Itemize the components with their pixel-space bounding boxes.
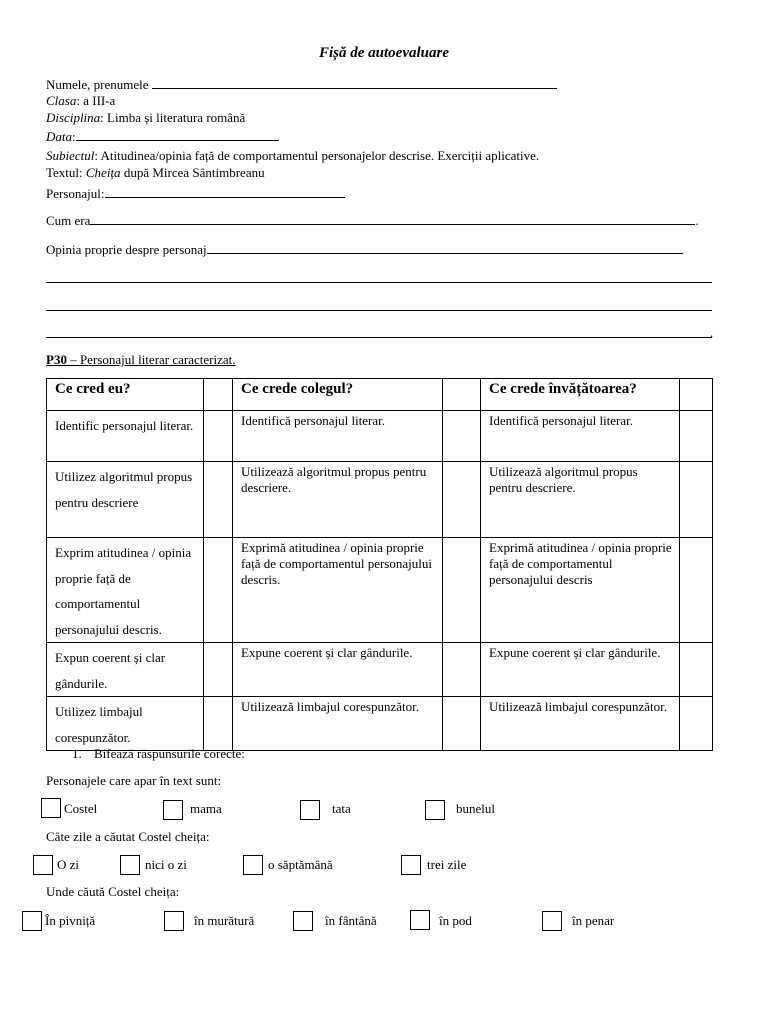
discipline-label: Disciplina: [46, 110, 101, 125]
opinion-line-3[interactable]: [46, 310, 712, 311]
table-row: [47, 462, 713, 538]
self-criterion: Utilizez limbajul corespunzător.: [47, 697, 204, 751]
peer-criterion: Identifică personajul literar.: [233, 411, 443, 462]
checkbox-cell[interactable]: [204, 379, 233, 411]
subject-field: Subiectul: Atitudinea/opinia față de comportamentul personajelor descrise. Exerciții aplicative.: [46, 148, 540, 163]
peer-criterion: Exprimă atitudinea / opinia proprie față de comportamentul personajului descris.: [233, 538, 443, 643]
peer-criterion: Utilizează algoritmul propus pentru descriere.: [233, 462, 443, 538]
option-label: În pivniță: [45, 913, 96, 928]
option-label: mama: [190, 801, 222, 816]
character-blank[interactable]: [105, 185, 345, 198]
checkbox-cell[interactable]: [204, 538, 233, 643]
option-label: în penar: [572, 913, 615, 928]
checkbox-cell[interactable]: [680, 411, 713, 462]
discipline-field: Disciplina: Limba și literatura română: [46, 110, 246, 125]
checkbox-in-fantana[interactable]: [293, 911, 313, 931]
option-label: tata: [332, 801, 351, 816]
option-label: trei zile: [427, 857, 467, 872]
subject-label: Subiectul: [46, 148, 95, 163]
subject-value: Atitudinea/opinia față de comportamentul personajelor descrise. Exerciții aplicative.: [98, 148, 540, 163]
checkbox-in-penar[interactable]: [542, 911, 562, 931]
table-row: [47, 538, 713, 643]
option-label: în pod: [439, 913, 472, 928]
checkbox-tata[interactable]: [300, 800, 320, 820]
peer-criterion: Utilizează limbajul corespunzător.: [233, 697, 443, 751]
class-label: Clasa: [46, 93, 77, 108]
checkbox-mama[interactable]: [163, 800, 183, 820]
checkbox-o-zi[interactable]: [33, 855, 53, 875]
how-was-label: Cum era: [46, 213, 91, 228]
teacher-criterion: Utilizează algoritmul propus pentru descriere.: [481, 462, 680, 538]
class-value: a III-a: [79, 93, 116, 108]
checkbox-trei-zile[interactable]: [401, 855, 421, 875]
name-field: [46, 76, 557, 93]
checkbox-cell[interactable]: [443, 411, 481, 462]
date-blank[interactable]: [76, 128, 279, 141]
text-field: [46, 165, 265, 181]
checkbox-cell[interactable]: [204, 462, 233, 538]
character-label: Personajul:: [46, 186, 105, 201]
checkbox-nici-o-zi[interactable]: [120, 855, 140, 875]
opinion-line-2[interactable]: [46, 282, 712, 283]
question-characters: Personajele care apar în text sunt:: [46, 773, 222, 788]
table-row: [47, 697, 713, 751]
checkbox-in-muratura[interactable]: [164, 911, 184, 931]
header-ce-cred-eu: Ce cred eu?: [47, 379, 204, 411]
name-label: Numele, prenumele: [46, 77, 149, 92]
checkbox-cell[interactable]: [680, 697, 713, 751]
exercise-number: 1.: [72, 746, 82, 761]
date-label: Data: [46, 129, 72, 144]
section-heading: [46, 352, 236, 368]
checkbox-in-pod[interactable]: [410, 910, 430, 930]
class-field: Clasa: a III-a: [46, 93, 116, 108]
teacher-criterion: Expune coerent și clar gândurile.: [481, 643, 680, 697]
teacher-criterion: Exprimă atitudinea / opinia proprie față de comportamentul personajului descris: [481, 538, 680, 643]
section-text: Personajul literar caracterizat.: [79, 352, 236, 367]
checkbox-cell[interactable]: [204, 697, 233, 751]
character-field: [46, 185, 345, 202]
peer-criterion: Expune coerent și clar gândurile.: [233, 643, 443, 697]
how-was-field: Cum era .: [46, 213, 699, 228]
table-header-row: [47, 379, 713, 411]
section-dash: –: [66, 352, 80, 367]
teacher-criterion: Utilizează limbajul corespunzător.: [481, 697, 680, 751]
header-ce-crede-colegul: Ce crede colegul?: [233, 379, 443, 411]
section-code: P30: [46, 352, 67, 367]
option-label: o săptămână: [268, 857, 333, 872]
text-title: Cheița: [85, 165, 121, 180]
opinion-line-4[interactable]: [46, 337, 712, 338]
checkbox-cell[interactable]: [443, 697, 481, 751]
name-blank[interactable]: [152, 76, 557, 89]
checkbox-in-pivnita[interactable]: [22, 911, 42, 931]
discipline-value: Limba și literatura română: [103, 110, 246, 125]
checkbox-cell[interactable]: [680, 643, 713, 697]
checkbox-cell[interactable]: [680, 379, 713, 411]
checkbox-cell[interactable]: [443, 379, 481, 411]
header-ce-crede-invatatoarea: Ce crede învățătoarea?: [481, 379, 680, 411]
option-label: în murătură: [194, 913, 255, 928]
table-row: [47, 411, 713, 462]
opinion-blank[interactable]: [207, 241, 683, 254]
question-where: Unde căută Costel cheița:: [46, 884, 180, 899]
checkbox-cell[interactable]: [204, 643, 233, 697]
opinion-field: [46, 241, 683, 258]
opinion-end-dot: .: [710, 325, 714, 340]
self-criterion: Expun coerent și clar gândurile.: [47, 643, 204, 697]
option-label: Costel: [64, 801, 98, 816]
option-label: nici o zi: [145, 857, 187, 872]
self-criterion: Exprim atitudinea / opinia proprie față de comportamentul personajului descris.: [47, 538, 204, 643]
teacher-criterion: Identifică personajul literar.: [481, 411, 680, 462]
how-was-blank[interactable]: [90, 212, 695, 225]
checkbox-bunelul[interactable]: [425, 800, 445, 820]
checkbox-cell[interactable]: [680, 462, 713, 538]
date-field: Data:: [46, 128, 279, 145]
evaluation-table: [46, 378, 713, 751]
text-label: Textul:: [46, 165, 86, 180]
question-days: Câte zile a căutat Costel cheița:: [46, 829, 210, 844]
option-label: bunelul: [456, 801, 495, 816]
checkbox-cell[interactable]: [443, 538, 481, 643]
self-criterion: Identific personajul literar.: [47, 411, 204, 462]
page-title: Fișă de autoevaluare: [319, 45, 449, 61]
checkbox-cell[interactable]: [443, 462, 481, 538]
checkbox-cell[interactable]: [443, 643, 481, 697]
exercise-instruction: Bifează răspunsurile corecte:: [94, 746, 245, 761]
text-author: după Mircea Sântimbreanu: [120, 165, 265, 180]
table-row: [47, 643, 713, 697]
opinion-label: Opinia proprie despre personaj: [46, 242, 207, 257]
checkbox-cell[interactable]: [680, 538, 713, 643]
checkbox-costel[interactable]: [41, 798, 61, 818]
option-label: în fântână: [325, 913, 377, 928]
checkbox-cell[interactable]: [204, 411, 233, 462]
checkbox-o-saptamana[interactable]: [243, 855, 263, 875]
option-label: O zi: [57, 857, 80, 872]
self-criterion: Utilizez algoritmul propus pentru descriere: [47, 462, 204, 538]
